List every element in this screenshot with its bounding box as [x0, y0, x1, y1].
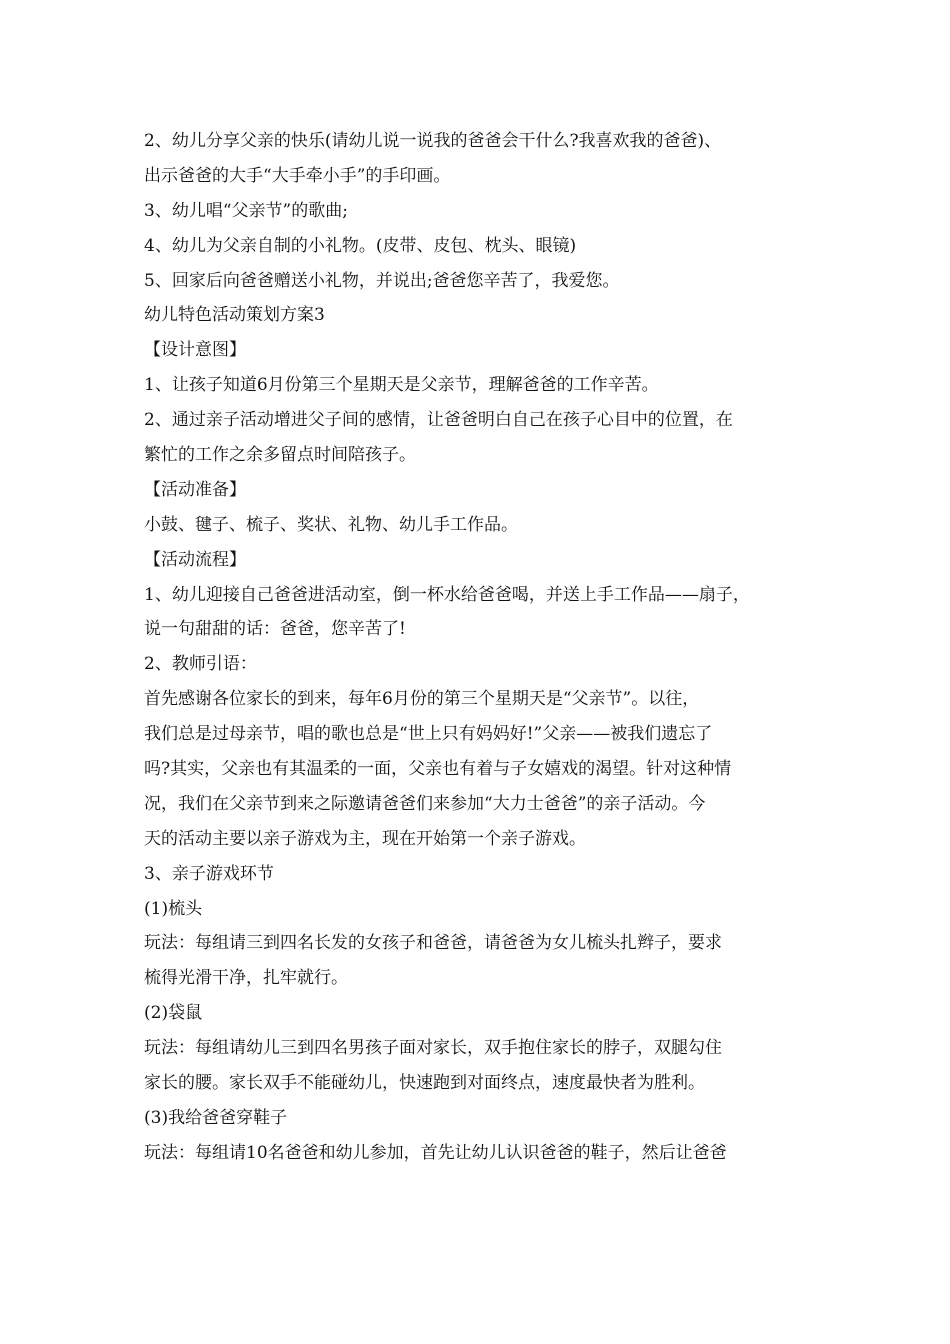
section-heading: 【活动流程】 — [144, 549, 246, 570]
text-line: 出示爸爸的大手“大手牵小手”的手印画。 — [144, 165, 451, 186]
section-heading: 【活动准备】 — [144, 479, 246, 500]
text-line: 1、幼儿迎接自己爸爸进活动室，倒一杯水给爸爸喝，并送上手工作品——扇子， — [144, 584, 750, 605]
text-line: 况，我们在父亲节到来之际邀请爸爸们来参加“大力士爸爸”的亲子活动。今 — [144, 793, 706, 814]
document-body — [144, 124, 824, 1171]
text-line: 小鼓、毽子、梳子、奖状、礼物、幼儿手工作品。 — [144, 514, 518, 535]
text-line: 首先感谢各位家长的到来，每年6月份的第三个星期天是“父亲节”。以往， — [144, 689, 700, 710]
text-line: (2)袋鼠 — [144, 1003, 203, 1024]
text-line: 说一句甜甜的话：爸爸，您辛苦了! — [144, 619, 406, 640]
text-line: 吗?其实，父亲也有其温柔的一面，父亲也有着与子女嬉戏的渴望。针对这种情 — [144, 759, 732, 780]
text-line: 天的活动主要以亲子游戏为主，现在开始第一个亲子游戏。 — [144, 828, 586, 849]
text-line: 2、幼儿分享父亲的快乐(请幼儿说一说我的爸爸会干什么?我喜欢我的爸爸)、 — [144, 131, 722, 151]
text-line: 玩法：每组请10名爸爸和幼儿参加，首先让幼儿认识爸爸的鞋子，然后让爸爸 — [144, 1142, 727, 1163]
text-line: 玩法：每组请三到四名长发的女孩子和爸爸，请爸爸为女儿梳头扎辫子，要求 — [144, 933, 722, 954]
section-heading: 【设计意图】 — [144, 340, 246, 361]
text-line: (1)梳头 — [144, 898, 203, 919]
text-line: 我们总是过母亲节，唱的歌也总是“世上只有妈妈好!”父亲——被我们遗忘了 — [144, 724, 713, 745]
text-line: 1、让孩子知道6月份第三个星期天是父亲节，理解爸爸的工作辛苦。 — [144, 375, 659, 396]
text-line: 家长的腰。家长双手不能碰幼儿，快速跑到对面终点，速度最快者为胜利。 — [144, 1073, 705, 1094]
text-line: (3)我给爸爸穿鞋子 — [144, 1107, 288, 1128]
text-line: 4、幼儿为父亲自制的小礼物。(皮带、皮包、枕头、眼镜) — [144, 235, 577, 256]
text-line: 2、教师引语： — [144, 654, 257, 675]
text-line: 5、回家后向爸爸赠送小礼物，并说出;爸爸您辛苦了，我爱您。 — [144, 270, 620, 291]
text-line: 梳得光滑干净，扎牢就行。 — [144, 968, 348, 989]
text-line: 3、亲子游戏环节 — [144, 863, 274, 884]
text-line: 繁忙的工作之余多留点时间陪孩子。 — [144, 445, 416, 466]
section-title: 幼儿特色活动策划方案3 — [144, 305, 325, 326]
text-line: 玩法：每组请幼儿三到四名男孩子面对家长，双手抱住家长的脖子，双腿勾住 — [144, 1038, 722, 1059]
text-line: 3、幼儿唱“父亲节”的歌曲; — [144, 200, 348, 221]
text-line: 2、通过亲子活动增进父子间的感情，让爸爸明白自己在孩子心目中的位置，在 — [144, 410, 733, 431]
